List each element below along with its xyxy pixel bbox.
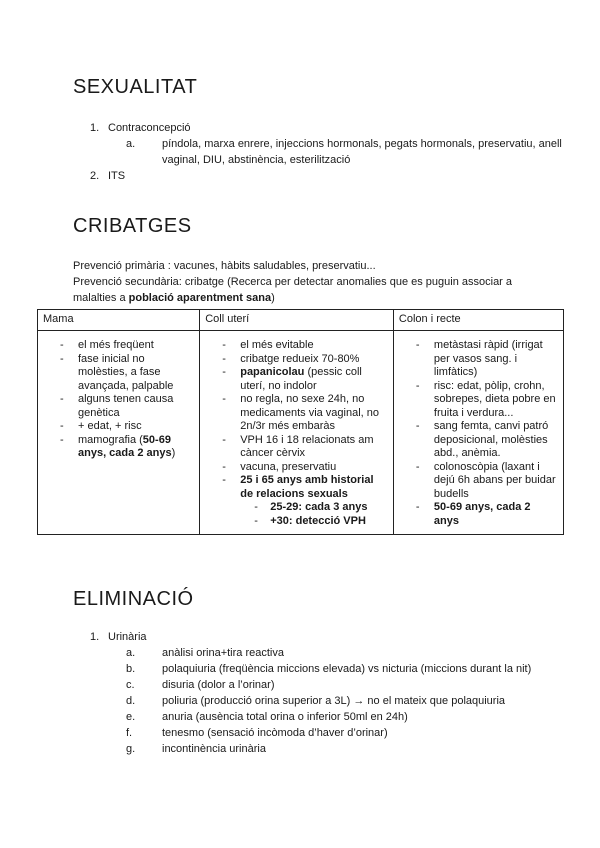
bold-text: +30: detecció VPH (270, 514, 366, 527)
list-number: 1. (90, 631, 100, 643)
sub-list-item (73, 725, 531, 741)
list-item (44, 434, 193, 461)
header-coll-uteri: Coll uterí (200, 310, 394, 331)
list-item (73, 168, 600, 184)
list-item: - metàstasi ràpid (irrigat per vasos sang. i limfàtics) (400, 339, 557, 380)
sub-letter: c. (126, 679, 135, 691)
sub-letter: a. (126, 647, 136, 659)
list-item: - alguns tenen causa genètica (44, 393, 193, 420)
text-segment: (pessic coll uterí, no indolor (240, 366, 362, 392)
sub-text: disuria (dolor a l’orinar) (162, 679, 275, 691)
bold-text: 25 i 65 anys amb historial de relacions sexuals (240, 474, 374, 500)
sub-text: incontinència urinària (162, 743, 266, 755)
list-label: ITS (108, 170, 126, 182)
text-segment: mamografia ( (78, 433, 143, 446)
list-item (206, 474, 387, 501)
sub-letter: f. (126, 727, 133, 739)
sub-text: anàlisi orina+tira reactiva (162, 647, 284, 659)
eliminacio-list (73, 629, 531, 757)
sub-list-item (73, 136, 600, 168)
sub-text: polaquiuria (freqüència miccions elevada) vs nicturia (miccions durant la nit) (162, 663, 532, 675)
table-header-row (38, 310, 564, 331)
sub-list-item (73, 645, 531, 661)
list-item: - colonoscòpia (laxant i dejú 6h abans per buidar budells (400, 461, 557, 502)
list-item: - risc: edat, pòlip, crohn, sobrepes, dieta pobre en fruita i verdura... (400, 380, 557, 421)
nested-list-item (206, 501, 387, 515)
sub-list-item (73, 693, 531, 709)
section-title-sexualitat: SEXUALITAT (73, 76, 198, 98)
list-item: - fase inicial no molèsties, a fase avançada, palpable (44, 353, 193, 394)
sexualitat-list (73, 120, 600, 184)
cell-colon-recte (393, 331, 563, 535)
header-mama: Mama (38, 310, 200, 331)
list-item: - vacuna, preservatiu (206, 461, 387, 475)
sub-letter: g. (126, 743, 136, 755)
sub-list (73, 136, 600, 168)
cell-coll-uteri (200, 331, 394, 535)
bold-text: papanicolau (240, 366, 305, 378)
bold-text: 25-29: cada 3 anys (270, 501, 368, 513)
list-item: - sang femta, canvi patró deposicional, molèsties abd., anèmia. (400, 420, 557, 461)
text-segment: Prevenció secundària: cribatge (Recerca per detectar anomalies que es puguin associar a malalties a (73, 276, 513, 304)
list-number: 1. (90, 122, 100, 134)
sub-letter: b. (126, 663, 136, 675)
sub-text: poliuria (producció orina superior a 3L) → no el mateix que polaquiuria (162, 695, 506, 707)
prevencio-primaria: Prevenció primària : vacunes, hàbits saludables, preservatiu... (73, 260, 376, 272)
list-item (73, 120, 600, 168)
sub-letter: a. (126, 138, 136, 150)
sub-text: píndola, marxa enrere, injeccions hormonals, pegats hormonals, preservatiu, anell vaginal, DIU, abstinència, esterilització (162, 138, 562, 166)
cell-mama (38, 331, 200, 535)
list-item (206, 366, 387, 393)
list-item: - el més freqüent (44, 339, 193, 353)
sub-text: anuria (ausència total orina o inferior 50ml en 24h) (162, 711, 408, 723)
sub-list-item (73, 661, 531, 677)
list-item: - no regla, no sexe 24h, no medicaments via vaginal, no 2n/3r més embaràs (206, 393, 387, 434)
list-item (73, 629, 531, 757)
cribatge-table (37, 309, 564, 535)
text-segment: ) (271, 292, 275, 304)
sub-list-item (73, 741, 531, 757)
list-item: - + edat, + risc (44, 420, 193, 434)
sub-letter: e. (126, 711, 136, 723)
prevencio-secundaria (73, 274, 513, 306)
list-number: 2. (90, 170, 100, 182)
list-label: Urinària (108, 631, 147, 643)
sub-letter: d. (126, 695, 136, 707)
bold-text: 50-69 anys, cada 2 anys (433, 501, 531, 527)
list-item: - el més evitable (206, 339, 387, 353)
bold-text: 50-69 anys, cada 2 anys (78, 433, 172, 459)
text-segment: ) (171, 447, 176, 459)
section-title-eliminacio: ELIMINACIÓ (73, 588, 194, 610)
bold-text: població aparentment sana (128, 292, 272, 304)
sub-list-item (73, 677, 531, 693)
list-item (400, 501, 557, 528)
nested-list-item (206, 515, 387, 529)
list-label: Contraconcepció (108, 122, 191, 134)
sub-list (73, 645, 531, 757)
list-item: - cribatge redueix 70-80% (206, 353, 387, 367)
section-title-cribatges: CRIBATGES (73, 215, 192, 237)
sub-text: tenesmo (sensació incòmoda d’haver d’orinar) (162, 727, 388, 739)
header-colon-recte: Colon i recte (393, 310, 563, 331)
sub-list-item (73, 709, 531, 725)
table-row (38, 331, 564, 535)
list-item: - VPH 16 i 18 relacionats am càncer cèrvix (206, 434, 387, 461)
